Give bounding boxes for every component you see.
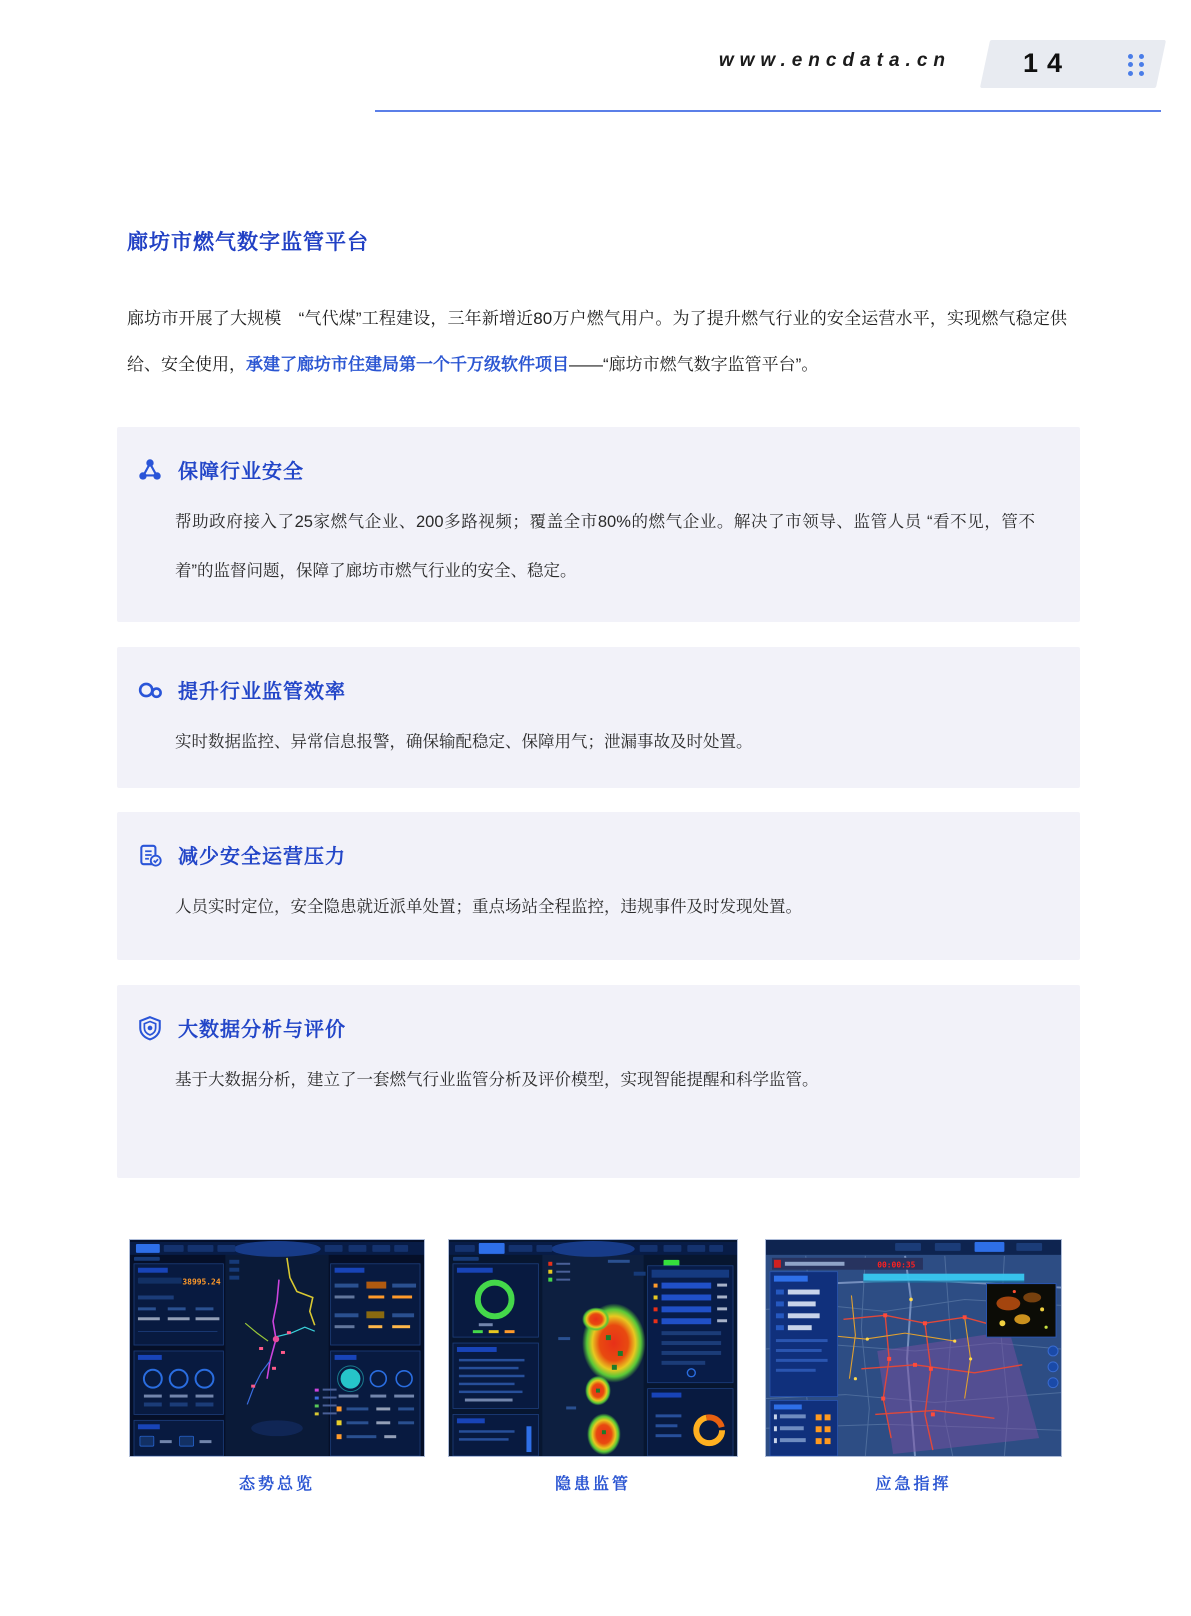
- feature-title: 大数据分析与评价: [178, 1017, 346, 1041]
- page-title: 廊坊市燃气数字监管平台: [127, 229, 369, 254]
- screenshot-caption: 隐患监管: [554, 1476, 631, 1493]
- link-rings-icon: [137, 677, 163, 703]
- feature-industry-safety: [117, 427, 1080, 622]
- dashboard-screenshot-hazard: [448, 1239, 738, 1494]
- feature-title: 减少安全运营压力: [178, 844, 346, 868]
- dashboard-screenshot-emergency: [765, 1239, 1062, 1494]
- hazard-dashboard-image: [448, 1239, 738, 1457]
- feature-body: 人员实时定位，安全隐患就近派单处置；重点场站全程监控，违规事件及时发现处置。: [175, 898, 802, 916]
- feature-supervision-efficiency: [117, 647, 1080, 788]
- clipboard-check-icon: [137, 842, 163, 868]
- svg-text:38995.24: 38995.24: [182, 1277, 221, 1287]
- screenshot-caption: 应急指挥: [875, 1476, 952, 1493]
- feature-body: 帮助政府接入了25家燃气企业、200多路视频；覆盖全市80%的燃气企业。解决了市领导、监管人员 “看不见，管不着”的监督问题，保障了廊坊市燃气行业的安全、稳定。: [175, 513, 1035, 580]
- website-url: www.encdata.cn: [718, 50, 951, 71]
- feature-title: 保障行业安全: [178, 459, 304, 483]
- dashboard-screenshot-overview: [129, 1239, 425, 1494]
- intro-text-1: 廊坊市开展了大规模 “气代煤”工程建设，三年新增近80万户燃气用户。为了提升燃气行业的安全运营水平，实现燃气稳定供给、安全使用，: [127, 309, 1067, 374]
- feature-body: 基于大数据分析，建立了一套燃气行业监管分析及评价模型，实现智能提醒和科学监管。: [175, 1071, 819, 1089]
- feature-body: 实时数据监控、异常信息报警，确保输配稳定、保障用气；泄漏事故及时处置。: [175, 733, 753, 751]
- page-number: 14: [1023, 48, 1072, 78]
- feature-bigdata-analysis: [117, 985, 1080, 1178]
- feature-title: 提升行业监管效率: [178, 679, 346, 703]
- emergency-dashboard-image: [765, 1239, 1062, 1457]
- share-nodes-icon: [137, 457, 163, 483]
- overview-dashboard-image: [129, 1239, 425, 1457]
- shield-layers-icon: [137, 1015, 163, 1041]
- screenshot-caption: 态势总览: [238, 1476, 315, 1493]
- header-divider: [375, 110, 1161, 112]
- dots-decoration-icon: [1125, 52, 1147, 78]
- svg-text:00:00:35: 00:00:35: [877, 1260, 916, 1270]
- page-number-badge: [985, 40, 1161, 88]
- intro-highlight: 承建了廊坊市住建局第一个千万级软件项目: [246, 355, 569, 374]
- intro-paragraph: [127, 296, 1067, 388]
- intro-text-2: ——“廊坊市燃气数字监管平台”。: [569, 355, 819, 374]
- feature-reduce-operation-pressure: [117, 812, 1080, 960]
